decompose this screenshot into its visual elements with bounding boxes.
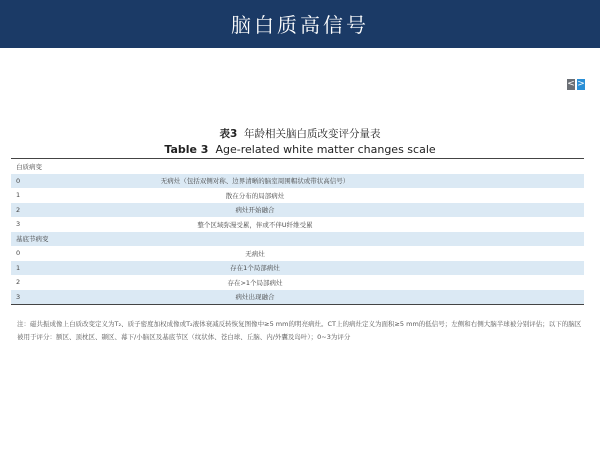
table-title-cn: 年龄相关脑白质改变评分量表 [244, 128, 381, 140]
score-cell: 3 [16, 220, 21, 229]
pager [567, 79, 585, 90]
table-label-en: Table 3 [164, 143, 209, 156]
table-row [11, 174, 584, 189]
table-row [11, 246, 584, 261]
page-title: 脑白质高信号 [231, 13, 369, 37]
prev-page-button[interactable] [567, 79, 575, 90]
description-cell: 散在分布的局部病灶 [225, 191, 285, 200]
description-cell: 无病灶（包括双侧对称、边界清晰的脑室周围帽状或带状高信号） [111, 174, 584, 189]
description-cell: 存在>1个局部病灶 [227, 278, 283, 287]
score-cell: 1 [11, 261, 111, 276]
title-bar [0, 0, 600, 48]
table-caption-en [0, 143, 600, 156]
chevron-left-icon: < [567, 79, 575, 89]
table-row [11, 188, 584, 203]
description-cell: 存在1个局部病灶 [111, 261, 584, 276]
section-header-row [11, 232, 584, 247]
score-cell: 0 [11, 174, 111, 189]
score-cell: 3 [11, 290, 111, 305]
table-row [11, 261, 584, 276]
table-footnote: 注：磁共振成像上白质改变定义为T₂、质子密度加权成像或T₂液体衰减反转恢复图像中≥5 mm的明亮病灶。CT上的病灶定义为面积≥5 mm的低信号；左侧和右侧大脑半球被分别评估；以下的脑区被用于评分：额区、顶枕区、颞区、幕下/小脑区及基底节区（纹状体、苍白球、丘脑、内/外囊及岛叶）；0~3为评分 [17, 320, 582, 341]
score-cell: 1 [16, 191, 21, 200]
score-cell: 0 [16, 249, 21, 258]
chevron-right-icon: > [577, 79, 585, 89]
score-table [11, 158, 584, 305]
description-cell: 病灶开始融合 [111, 203, 584, 218]
description-cell: 病灶出现融合 [111, 290, 584, 305]
next-page-button[interactable] [577, 79, 585, 90]
table-row [11, 275, 584, 290]
description-cell: 整个区域弥漫受累，伴或不伴U纤维受累 [197, 220, 313, 229]
section-title: 白质病变 [11, 159, 584, 174]
score-cell: 2 [11, 203, 111, 218]
table-title-en: Age-related white matter changes scale [215, 143, 436, 156]
table-caption-cn [0, 126, 600, 141]
table-row [11, 203, 584, 218]
description-cell: 无病灶 [245, 249, 265, 258]
section-title: 基底节病变 [11, 232, 584, 247]
section-header-row [11, 159, 584, 174]
score-cell: 2 [16, 278, 21, 287]
table-row [11, 217, 584, 232]
table-row [11, 290, 584, 305]
table-label-cn: 表3 [219, 128, 238, 140]
